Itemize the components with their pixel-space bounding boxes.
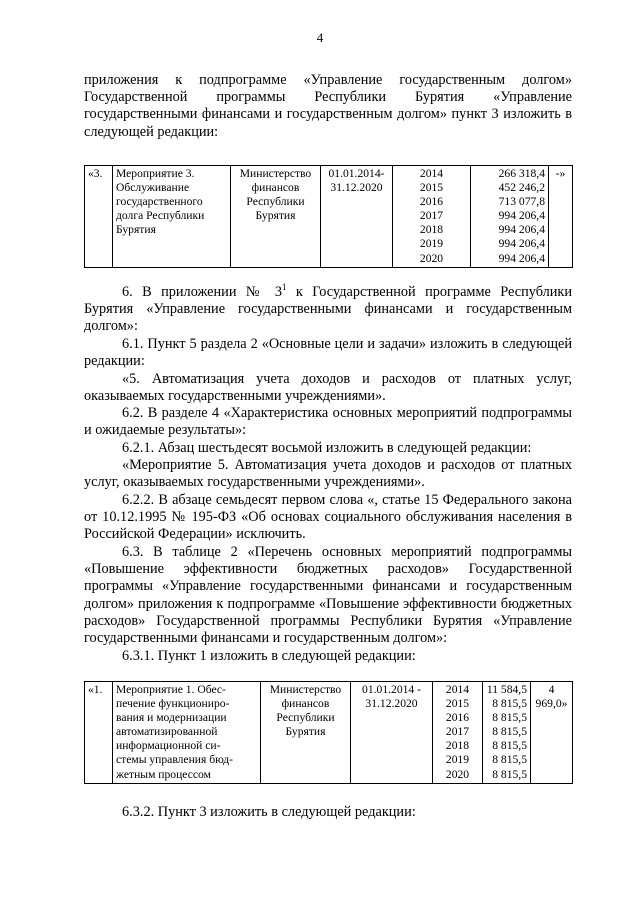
table-row: [85, 682, 573, 784]
cell-line: 994 206,4: [498, 223, 545, 237]
event-name: [113, 682, 261, 784]
cell-line: 2018: [419, 223, 444, 237]
cell-line: Обслуживание: [116, 181, 190, 195]
cell-line: 8 815,5: [492, 725, 527, 739]
closing-value: 4 969,0»: [531, 682, 573, 784]
cell-line: 713 077,8: [498, 195, 545, 209]
cell-line: 01.01.2014-: [328, 167, 385, 180]
paragraph-6-2-2: 6.2.2. В абзаце семьдесят первом слова «, статье 15 Федерального закона от 10.12.1995 № 195-ФЗ «Об основах социального обслуживания населения в Российской Федерации» исключить.: [84, 492, 572, 543]
cell-line: 2016: [419, 195, 444, 209]
cell-line: 2019: [419, 237, 444, 251]
paragraph-6-3-1: 6.3.1. Пункт 1 изложить в следующей редакции:: [122, 648, 416, 664]
amounts: [483, 682, 531, 784]
section-6: 6. В приложении № $3^1$ к Государственной программе Республики Бурятия «Управление государственными финансами и государственным долгом»:: [84, 282, 572, 335]
cell-line: 2014: [419, 167, 444, 180]
cell-line: 31.12.2020: [365, 697, 418, 711]
cell-line: 31.12.2020: [330, 181, 383, 195]
cell-line: 452 246,2: [498, 181, 545, 195]
cell-line: 994 206,4: [498, 237, 545, 251]
cell-line: 2016: [445, 711, 470, 725]
cell-line: 266 318,4: [498, 167, 545, 180]
cell-line: Бурятия: [116, 223, 156, 237]
cell-line: автоматизированной: [116, 725, 218, 739]
cell-line: государственного: [116, 195, 203, 209]
cell-line: информационной си-: [116, 739, 221, 753]
table-row: [85, 166, 573, 268]
row-number: «1.: [85, 682, 113, 784]
cell-line: Бурятия: [255, 209, 296, 223]
paragraph-6-1-quote: «5. Автоматизация учета доходов и расходов от платных услуг, оказываемых государственными учреждениями».: [84, 371, 572, 405]
cell-line: 11 584,5: [486, 683, 527, 696]
cell-line: 8 815,5: [492, 753, 527, 767]
paragraph-6-3-2: 6.3.2. Пункт 3 изложить в следующей редакции:: [122, 804, 416, 820]
cell-line: Министерство: [269, 683, 342, 696]
cell-line: финансов: [281, 697, 330, 711]
cell-line: жетным процессом: [116, 767, 211, 781]
cell-line: 2019: [445, 753, 470, 767]
cell-line: долга Республики: [116, 209, 205, 223]
table-event-1: [84, 681, 573, 784]
paragraph-6-2: 6.2. В разделе 4 «Характеристика основных мероприятий подпрограммы и ожидаемые результаты»:: [84, 405, 572, 439]
cell-line: 8 815,5: [492, 697, 527, 711]
period: [351, 682, 433, 784]
paragraph-6-1: 6.1. Пункт 5 раздела 2 «Основные цели и задачи» изложить в следующей редакции:: [84, 336, 572, 370]
cell-line: 994 206,4: [498, 209, 545, 223]
years: [393, 166, 471, 268]
cell-line: 2015: [445, 697, 470, 711]
paragraph-6-2-1: 6.2.1. Абзац шестьдесят восьмой изложить в следующей редакции:: [122, 440, 532, 456]
cell-line: 8 815,5: [492, 739, 527, 753]
cell-line: 2018: [445, 739, 470, 753]
cell-line: Мероприятие 3.: [116, 167, 195, 180]
cell-line: 01.01.2014 -: [362, 683, 421, 696]
page-number: 4: [316, 30, 324, 45]
cell-line: Республики: [276, 711, 335, 725]
cell-line: Бурятия: [285, 725, 326, 739]
cell-line: 2014: [445, 683, 470, 696]
cell-line: 8 815,5: [492, 711, 527, 725]
executor: [261, 682, 351, 784]
period: [321, 166, 393, 268]
amounts: [471, 166, 549, 268]
cell-line: финансов: [251, 181, 300, 195]
closing-value: -»: [549, 166, 573, 268]
cell-line: 2020: [445, 767, 470, 781]
cell-line: 2020: [419, 251, 444, 265]
cell-line: стемы управления бюд-: [116, 753, 233, 767]
cell-line: вания и модернизации: [116, 711, 227, 725]
cell-line: печение функциониро-: [116, 697, 230, 711]
executor: [231, 166, 321, 268]
cell-line: 2015: [419, 181, 444, 195]
cell-line: Республики: [246, 195, 305, 209]
cell-line: 8 815,5: [492, 767, 527, 781]
cell-line: Мероприятие 1. Обес-: [116, 683, 226, 696]
cell-line: 2017: [419, 209, 444, 223]
years: [433, 682, 483, 784]
cell-line: Министерство: [239, 167, 312, 180]
table-event-3: [84, 165, 573, 268]
event-name: [113, 166, 231, 268]
cell-line: 994 206,4: [498, 251, 545, 265]
cell-line: 2017: [445, 725, 470, 739]
row-number: «3.: [85, 166, 113, 268]
intro-paragraph: приложения к подпрограмме «Управление государственным долгом» Государственной программы Республики Бурятия «Управление государственными финансами и государственным долгом» пункт 3 изложить в следующей редакции:: [84, 72, 572, 140]
paragraph-6-3: 6.3. В таблице 2 «Перечень основных мероприятий подпрограммы «Повышение эффективности бюджетных расходов» Государственной программы «Управление государственными финансами и государственным долгом» приложения к подпрограмме «Повышение эффективности бюджетных расходов» Государственной программы Республики Бурятия «Управление государственными финансами и государственным долгом»:: [84, 544, 572, 647]
superscript: 1: [281, 282, 287, 293]
paragraph-6-2-1-quote: «Мероприятие 5. Автоматизация учета доходов и расходов от платных услуг, оказываемых государственными учреждениями».: [84, 457, 572, 491]
